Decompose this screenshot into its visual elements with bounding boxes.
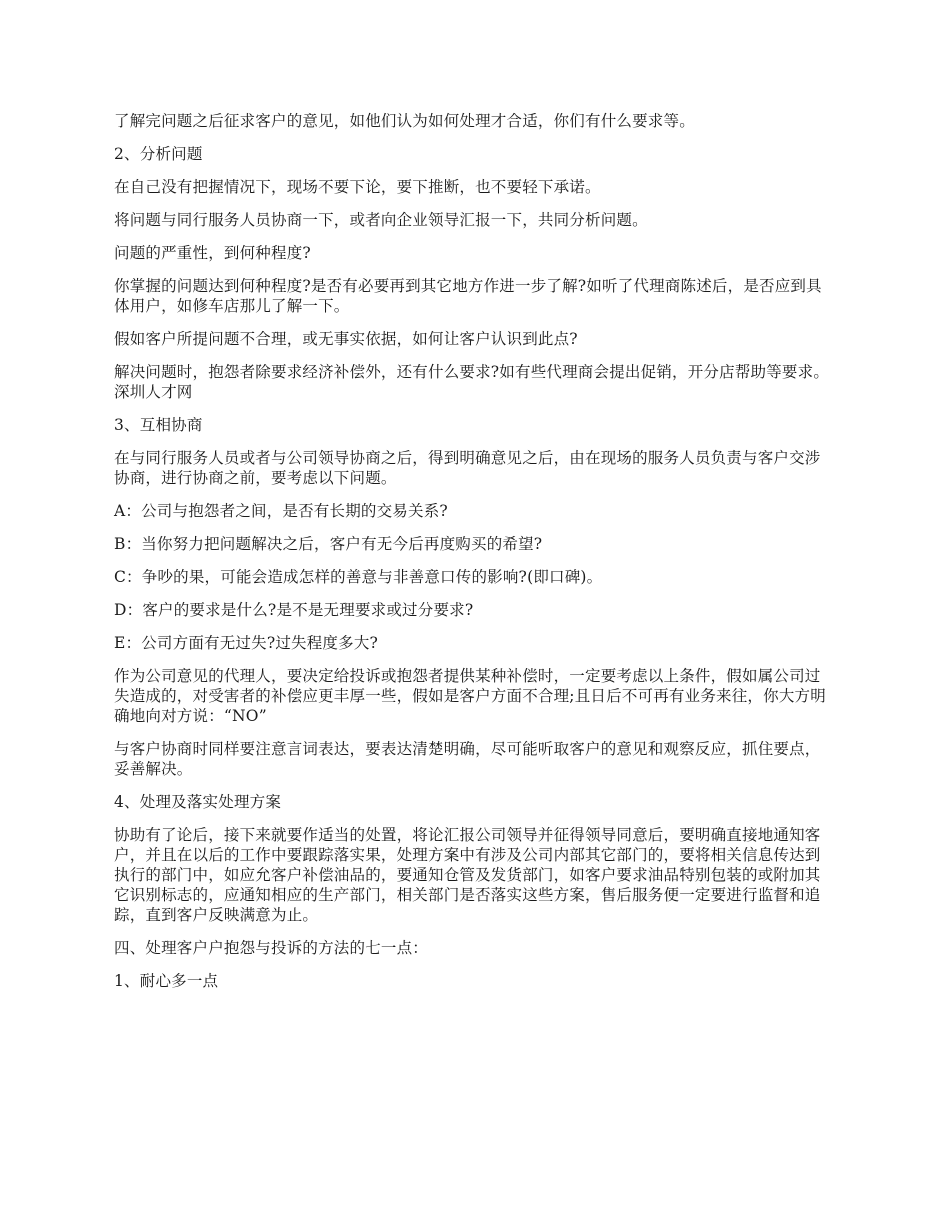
list-item-b: B：当你努力把问题解决之后，客户有无今后再度购买的希望? — [114, 535, 543, 553]
paragraph-implementation: 协助有了论后，接下来就要作适当的处置，将论汇报公司领导并征得领导同意后，要明确直接地通知客户，并且在以后的工作中要跟踪落实果，处理方案中有涉及公司内部其它部门的，要将相关信息传达到执行的部门中，如应允客户补偿油品的，要通知仓管及发货部门，如客户要求油品特别包装的或附加其它识别标志的，应通知相应的生产部门，相关部门是否落实这些方案，售后服务便一定要进行监督和追踪，直到客户反映满意为止。 — [114, 826, 821, 924]
paragraph-unreasonable-request: 假如客户所提问题不合理，或无事实依据，如何让客户认识到此点? — [114, 330, 578, 348]
paragraph-other-requests: 解决问题时，抱怨者除要求经济补偿外，还有什么要求?如有些代理商会提出促销，开分店帮助等要求。深圳人才网 — [114, 363, 830, 401]
paragraph-compensation: 作为公司意见的代理人，要决定给投诉或抱怨者提供某种补偿时，一定要考虑以上条件，假如属公司过失造成的，对受害者的补偿应更丰厚一些，假如是客户方面不合理;且日后不可再有业务来往，你大方明确地向对方说：“NO” — [114, 667, 826, 725]
list-item-c: C：争吵的果，可能会造成怎样的善意与非善意口传的影响?(即口碑)。 — [114, 568, 603, 586]
list-item-a: A：公司与抱怨者之间，是否有长期的交易关系? — [114, 502, 448, 520]
paragraph-understanding-degree: 你掌握的问题达到何种程度?是否有必要再到其它地方作进一步了解?如听了代理商陈述后，是否应到具体用户，如修车店那儿了解一下。 — [114, 277, 822, 315]
document-body — [114, 111, 830, 1004]
paragraph-severity: 问题的严重性，到何种程度? — [114, 244, 311, 262]
heading-seven-points: 四、处理客户户抱怨与投诉的方法的七一点： — [114, 939, 429, 957]
heading-handle-and-implement: 4、处理及落实处理方案 — [114, 793, 282, 811]
paragraph-consult-colleagues: 将问题与同行服务人员协商一下，或者向企业领导汇报一下，共同分析问题。 — [114, 211, 648, 229]
list-item-e: E：公司方面有无过失?过失程度多大? — [114, 634, 379, 652]
heading-mutual-negotiation: 3、互相协商 — [114, 416, 203, 434]
paragraph-clear-expression: 与客户协商时同样要注意言词表达，要表达清楚明确，尽可能听取客户的意见和观察反应，抓住要点，妥善解决。 — [114, 740, 821, 778]
list-item-d: D：客户的要求是什么?是不是无理要求或过分要求? — [114, 601, 474, 619]
paragraph-negotiation-intro: 在与同行服务人员或者与公司领导协商之后，得到明确意见之后，由在现场的服务人员负责与客户交涉协商，进行协商之前，要考虑以下问题。 — [114, 449, 821, 487]
paragraph-no-conclusion: 在自己没有把握情况下，现场不要下论，要下推断，也不要轻下承诺。 — [114, 178, 601, 196]
paragraph-solicit-opinion: 了解完问题之后征求客户的意见，如他们认为如何处理才合适，你们有什么要求等。 — [114, 112, 695, 130]
heading-analyze-problem: 2、分析问题 — [114, 145, 203, 163]
heading-more-patience: 1、耐心多一点 — [114, 972, 219, 990]
